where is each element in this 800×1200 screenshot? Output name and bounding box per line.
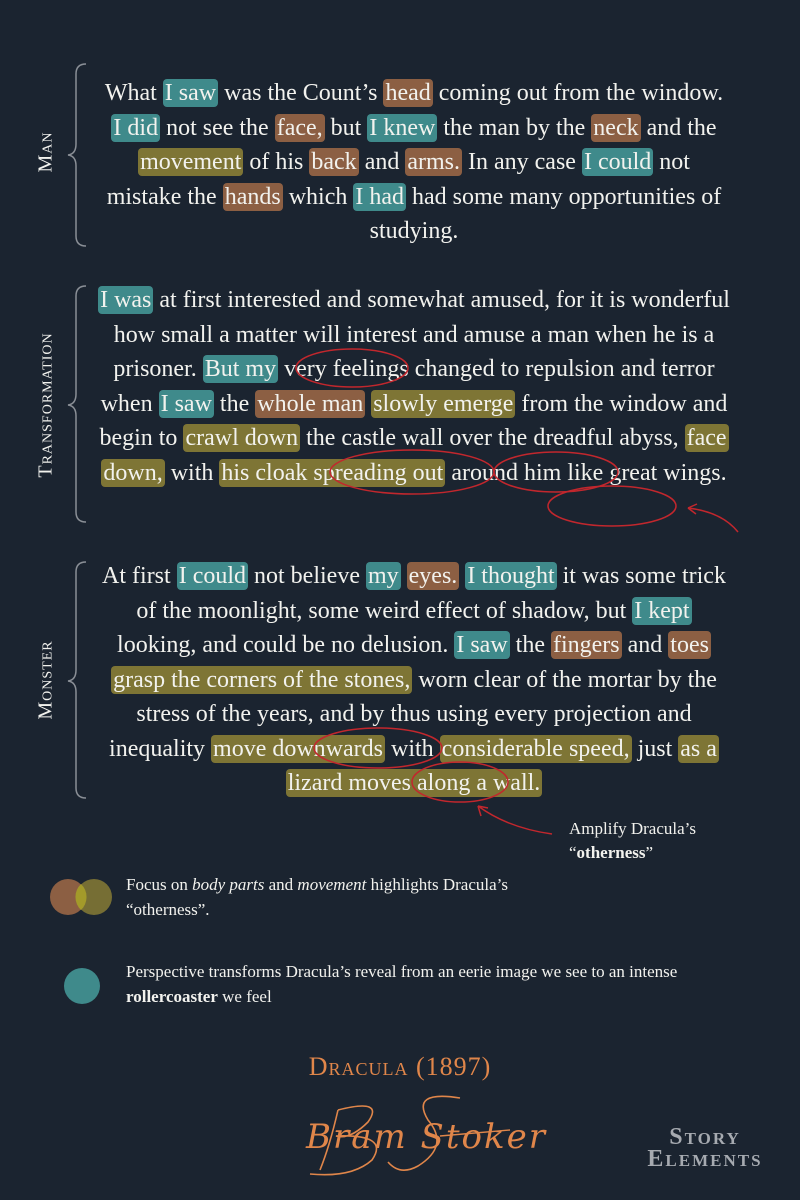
highlight-body-part: eyes. [408,563,458,589]
highlight-movement: face down, [103,425,727,486]
arrow-great-wings [688,508,738,532]
legend-text-part: Focus on [126,875,193,894]
highlight-perspective: my [367,563,399,589]
legend-text-part: we feel [217,987,272,1006]
annotation-quote-close: ” [645,843,654,862]
text-run: What [104,80,163,106]
section-label-text: Transformation [34,332,57,478]
highlight-perspective: I knew [369,114,436,141]
text-run: with [164,459,220,486]
legend-bold-rollercoaster: rollercoaster [126,987,218,1006]
bracket-monster [66,560,92,800]
highlight-body-part: fingers [552,632,620,658]
legend-italic-movement: movement [297,875,367,894]
highlight-movement: considerable speed, [441,735,630,762]
highlight-body-part: face, [276,114,323,141]
paragraph-man [98,76,730,249]
text-run: with [385,735,440,762]
highlight-body-part: toes [670,632,709,658]
highlight-perspective: I could [583,149,652,175]
highlight-perspective: I saw [160,390,212,417]
highlight-movement: slowly emerge [373,390,514,417]
legend-dot-perspective [62,966,102,1006]
text-run: looking, and could be no delusion. [117,632,455,658]
highlight-body-part: neck [593,114,639,141]
text-run: was the Count’s [218,80,384,106]
text-run: In any case [462,149,582,175]
legend-text-part: Perspective transforms Dracula’s reveal from an eerie image we see to an intense [126,962,678,981]
text-run: not see the [160,114,275,141]
highlight-movement: crawl down [185,425,299,451]
section-label-text: Man [34,131,57,173]
text-run: from the window and begin to [99,390,728,451]
highlight-movement: movement [140,149,242,175]
arrow-annotation [478,806,552,834]
annotation-quote-open: “ [569,843,577,862]
text-run: and [358,149,406,175]
bracket-transformation [66,284,92,524]
text-run: at first interested and somewhat amused, for it is wonderful how small a matter will interest and amuse a man when he is a prisoner. [113,287,730,382]
section-label-text: Monster [34,640,57,720]
text-run: it was some trick of the moonlight, some weird effect of shadow, but [136,563,726,624]
highlight-body-part: whole man [257,390,364,417]
highlight-perspective: But my [204,356,277,382]
legend-text-part: highlights Dracula’s “otherness”. [126,875,508,919]
legend-dots-body-movement [48,876,118,920]
text-run: and the [640,114,717,141]
brand-line2: Elements [647,1146,763,1172]
highlight-movement: his cloak spreading out [221,459,444,486]
text-run: coming out from the window. [432,80,724,106]
highlight-movement: grasp the corners of the stones, [113,666,411,693]
highlight-movement: move downwards [213,735,383,762]
annotation-line2 [569,841,696,865]
author-signature: Bram Stoker [306,1117,547,1157]
highlight-body-part: back [311,149,357,175]
highlight-perspective: I saw [456,632,508,658]
text-run: just [631,735,679,762]
highlight-body-part: arms. [407,149,460,175]
paragraph-transformation [98,283,730,490]
paragraph-monster [98,559,730,801]
legend-text-perspective [126,959,766,1009]
highlight-perspective: I had [355,183,404,210]
legend-text-part: and [264,875,298,894]
text-run: very feelings changed to repulsion and terror when [100,356,715,417]
bracket-man [66,62,92,248]
highlight-perspective: I kept [634,597,690,624]
text-run: and [621,632,669,658]
annotation-line1: Amplify Dracula’s [569,819,696,838]
highlight-perspective: I could [178,563,247,589]
highlight-perspective: I saw [164,80,217,106]
text-run: not mistake the [106,149,690,210]
text-run: not believe [248,563,366,589]
text-run: the man by the [437,114,592,141]
text-run: the [509,632,551,658]
highlight-perspective: I did [113,114,159,141]
text-run: but [324,114,368,141]
text-run: the castle wall over the dreadful abyss, [300,425,685,451]
legend-italic-body-parts: body parts [192,875,265,894]
text-run: which [282,183,354,210]
circle-great-wings [548,486,676,526]
text-run [401,563,407,589]
text-run: the [213,390,256,417]
annotation-note [569,817,696,865]
text-run: around him like great wings. [445,459,727,486]
brand-logo [640,1126,770,1170]
text-run: At first [102,563,177,589]
highlight-body-part: hands [224,183,281,210]
highlight-perspective: I thought [467,563,555,589]
text-run: worn clear of the mortar by the stress of the years, and by thus using every projection and inequality [109,666,717,762]
highlight-perspective: I was [100,287,152,313]
annotation-bold: otherness [576,843,646,862]
highlight-movement: as a lizard moves along a wall. [287,735,717,796]
highlight-body-part: head [385,80,431,106]
text-run: of his [243,149,310,175]
book-title: Dracula (1897) [308,1052,492,1081]
brand-line1: Story [669,1124,741,1150]
legend-text-body-movement [126,872,526,922]
text-run: had some many opportunities of studying. [369,183,722,244]
